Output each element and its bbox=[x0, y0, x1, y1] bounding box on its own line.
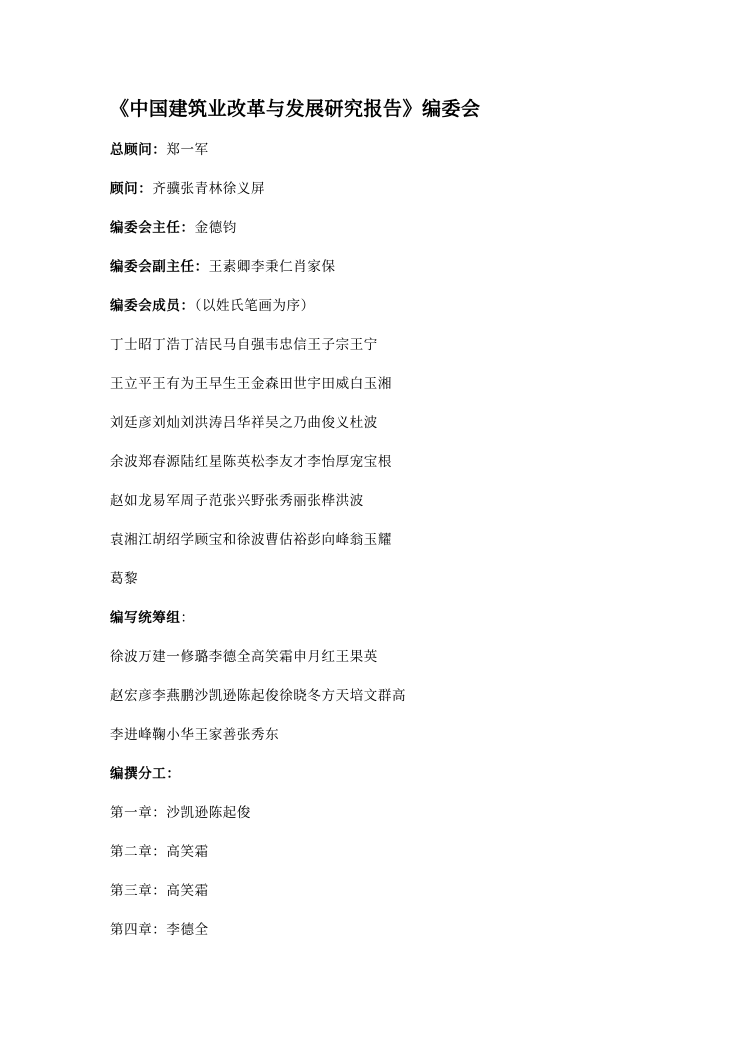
advisors-line bbox=[110, 177, 265, 197]
writing-group-heading bbox=[110, 606, 195, 626]
page-title: 《中国建筑业改革与发展研究报告》编委会 bbox=[110, 98, 481, 120]
members-note: （以姓氏笔画为序） bbox=[194, 298, 315, 314]
writing-group-row: 徐波万建一修璐李德全高笑霜申月红王果英 bbox=[110, 649, 378, 665]
writing-group-colon: ： bbox=[180, 610, 195, 626]
division-row: 第一章：沙凯逊陈起俊 bbox=[110, 805, 251, 821]
vice-director-label: 编委会副主任： bbox=[110, 259, 209, 275]
member-row: 丁士昭丁浩丁洁民马自强韦忠信王子宗王宁 bbox=[110, 337, 378, 353]
advisors-label: 顾问： bbox=[110, 181, 153, 197]
member-row: 余波郑春源陆红星陈英松李友才李怡厚宠宝根 bbox=[110, 454, 392, 470]
general-advisor-label: 总顾问： bbox=[110, 142, 167, 158]
division-row: 第三章：高笑霜 bbox=[110, 883, 209, 899]
member-row: 袁湘江胡绍学顾宝和徐波曹估裕彭向峰翁玉耀 bbox=[110, 532, 392, 548]
director-value: 金德钧 bbox=[194, 220, 237, 236]
member-row: 葛黎 bbox=[110, 571, 139, 587]
member-row: 刘廷彦刘灿刘洪涛吕华祥吴之乃曲俊义杜波 bbox=[110, 415, 378, 431]
advisors-value: 齐骥张青林徐义屏 bbox=[152, 181, 266, 197]
vice-director-value: 王素卿李秉仁肖家保 bbox=[208, 259, 336, 275]
vice-director-line bbox=[110, 255, 336, 275]
division-row: 第四章：李德全 bbox=[110, 922, 209, 938]
writing-group-row: 李进峰鞠小华王家善张秀东 bbox=[110, 727, 280, 743]
writing-group-row: 赵宏彦李燕鹏沙凯逊陈起俊徐晓冬方天培文群高 bbox=[110, 688, 407, 704]
member-row: 赵如龙易军周子范张兴野张秀丽张桦洪波 bbox=[110, 493, 364, 509]
director-line bbox=[110, 216, 237, 236]
general-advisor-line bbox=[110, 138, 209, 158]
director-label: 编委会主任： bbox=[110, 220, 195, 236]
writing-group-label: 编写统筹组 bbox=[110, 610, 181, 626]
member-row: 王立平王有为王早生王金森田世宇田威白玉湘 bbox=[110, 376, 392, 392]
division-heading: 编撰分工： bbox=[110, 766, 181, 782]
general-advisor-value: 郑一军 bbox=[166, 142, 209, 158]
members-label: 编委会成员： bbox=[110, 298, 195, 314]
division-row: 第二章：高笑霜 bbox=[110, 844, 209, 860]
members-heading bbox=[110, 294, 315, 314]
